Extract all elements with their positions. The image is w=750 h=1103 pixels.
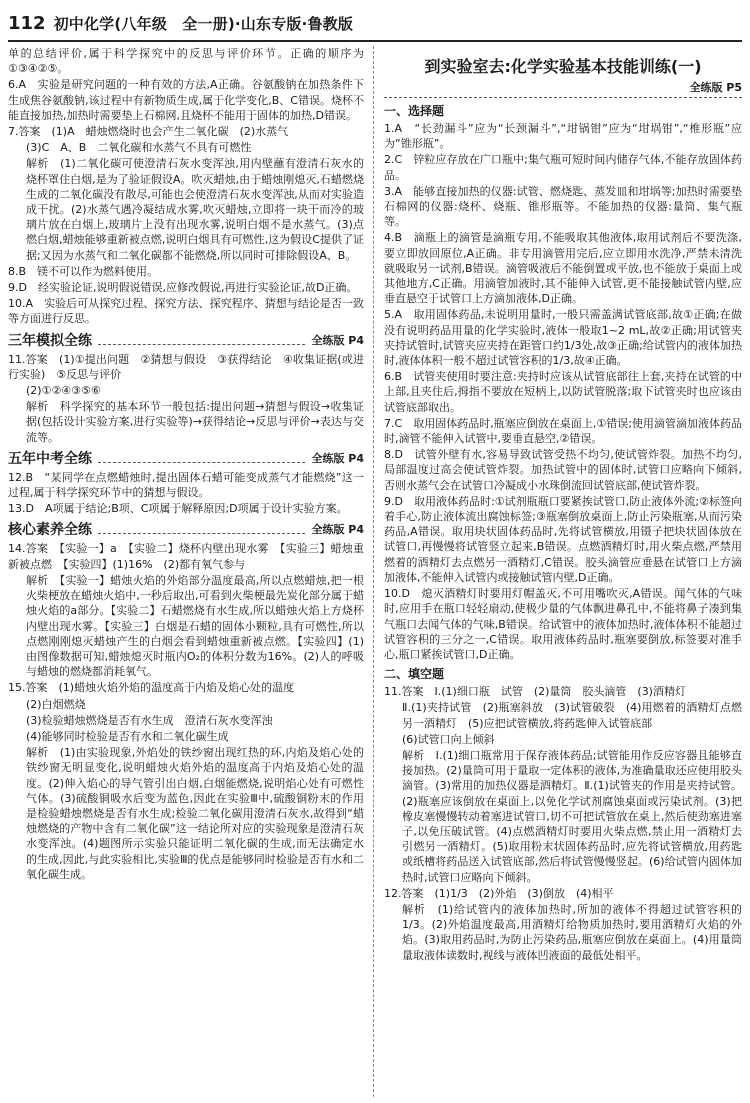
answer-r10: 10.D 熄灭酒精灯时要用灯帽盖灭,不可用嘴吹灭,A错误。闻气体的气味时,应用手在瓶口轻轻扇动,使极少量的气体飘进鼻孔中,不能将鼻子凑到集气瓶口去闻气体的气味,B错误。给试管中的液体加热时,液体体积不能超过试管容积的三分之一,C错误。取用液体药品时,瓶塞要倒放,标签要对准手心,瓶口紧挨试管口,D正确。 — [384, 587, 742, 661]
answer-r1: 1.A “长劲漏斗”应为“长颈漏斗”,“坩锅钳”应为“坩埚钳”,“椎形瓶”应为“锥形瓶”。 — [384, 122, 742, 151]
lab-section-ref: 全练版 P5 — [384, 79, 742, 98]
section-header — [8, 519, 364, 539]
answer-11: 11.答案 (1)①提出问题 ②猜想与假设 ③获得结论 ④收集证据(或进行实验) ⑤反思与评价 — [8, 352, 364, 381]
section-title: 五年中考全练 — [8, 450, 92, 467]
subsection-title: 二、填空题 — [384, 667, 445, 682]
answer-13: 13.D A项属于结论;B项、C项属于解释原因;D项属于设计实验方案。 — [8, 502, 348, 516]
answer-paragraph: 单的总结评价,属于科学探究中的反思与评价环节。正确的顺序为①③④②⑤。 — [8, 47, 364, 76]
answer-14-analysis: 解析 【实验一】蜡烛火焰的外焰部分温度最高,所以点燃蜡烛,把一根火柴梗放在蜡烛火焰中,一秒后取出,可看到火柴梗最先炭化部分属于蜡烛火焰的a部分。【实验二】石蜡燃烧有水生成,所以蜡烛火焰上方烧杯内壁出现水雾。【实验三】白烟是石蜡的固体小颗粒,具有可燃性,所以点燃刚刚熄灭蜡烛产生的白烟会看到蜡烛重新被点燃。【实验四】(1)由图像数据可知,蜡烛熄灭时瓶内O₂的体积分数为16%。(2)人的呼吸与蜡烛的燃烧都消耗氧气。 — [26, 573, 364, 679]
answer-r6: 6.B 试管夹使用时要注意:夹持时应该从试管底部往上套,夹持在试管的中上部,且夹住后,拇指不要放在短柄上,以防试管脱落;取下试管夹时也应该由试管底部取出。 — [384, 370, 742, 414]
answer-15-part: (3)检验蜡烛燃烧是否有水生成 澄清石灰水变浑浊 — [26, 713, 273, 727]
answer-10: 10.A 实验后可从探究过程、探究方法、探究程序、猜想与结论是否一致等方面进行反思。 — [8, 297, 364, 326]
answer-r4: 4.B 滴瓶上的滴管是滴瓶专用,不能吸取其他液体,取用试剂后不要洗涤,要立即放回原位,A正确。非专用滴管用完后,应立即用水洗净,严禁未清洗就吸取另一试剂,B错误。滴管吸液后不能倒置或平放,也不能放于桌面上或其他地方,C正确。用滴管加液时,其不能伸入试管,更不能接触试管内壁,应垂直悬空于试管口上方滴加液体,D正确。 — [384, 231, 742, 306]
answer-r5: 5.A 取用固体药品,未说明用量时,一般只需盖满试管底部,故①正确;在做没有说明药品用量的化学实验时,液体一般取1~2 mL,故②正确;用试管夹夹持试管时,试管夹应夹持在距管口约1/3处,故③正确;给试管内的液体加热时,液体体积一般不超过试管容积的1/3,故④正确。 — [384, 308, 742, 368]
section-title: 三年模拟全练 — [8, 332, 92, 349]
answer-r7: 7.C 取用固体药品时,瓶塞应倒放在桌面上,①错误;使用滴管滴加液体药品时,滴管不能伸入试管中,要垂直悬空,②错误。 — [384, 416, 742, 446]
subsection-title: 一、选择题 — [384, 104, 445, 118]
section-ref: 全练版 P4 — [311, 333, 364, 347]
answer-7-part: (3)C A、B 二氧化碳和水蒸气不具有可燃性 — [26, 141, 252, 155]
column-divider — [373, 46, 374, 1097]
answer-6: 6.A 实验是研究问题的一种有效的方法,A正确。谷氨酸钠在加热条件下生成焦谷氨酸钠,该过程中有新物质生成,属于化学变化,B、C错误。烧杯不能直接加热,加热时需要垫上石棉网,且烧杯不能用于固体的加热,D错误。 — [8, 78, 364, 122]
answer-15: 15.答案 (1)蜡烛火焰外焰的温度高于内焰及焰心处的温度 — [8, 681, 295, 695]
answer-7-analysis: 解析 (1)二氧化碳可使澄清石灰水变浑浊,用内壁蘸有澄清石灰水的烧杯罩住白烟,是为了验证假设A。吹灭蜡烛,由于蜡烛刚熄灭,石蜡燃烧生成的二氧化碳没有散尽,可能也会使澄清石灰水变浑浊,从而对实验造成干扰。(2)水蒸气遇冷凝结成水雾,吹灭蜡烛,立即将一块干而冷的玻璃片放在白烟上,玻璃片上没有出现水雾,说明白烟不是水蒸气。(3)点燃白烟,蜡烛能够重新被点燃,说明白烟具有可燃性,这为假设C提供了证据;又因为水蒸气和二氧化碳都不能燃烧,所以同时可排除假设A、B。 — [26, 157, 364, 262]
answer-15-part: (4)能够同时检验是否有水和二氧化碳生成 — [26, 729, 229, 743]
section-header — [8, 448, 364, 468]
answer-r12-analysis: 解析 (1)给试管内的液体加热时,所加的液体不得超过试管容积的1/3。(2)外焰温度最高,用酒精灯给物质加热时,要用酒精灯火焰的外焰。(3)取用药品时,为防止污染药品,瓶塞应倒放在桌面上。(4)用量筒量取液体读数时,视线与液体凹液面的最低处相平。 — [402, 902, 742, 962]
lab-section-title: 到实验室去:化学实验基本技能训练(一) — [424, 57, 702, 76]
answer-r9: 9.D 取用液体药品时:①试剂瓶瓶口要紧挨试管口,防止液体外流;②标签向着手心,防止液体流出腐蚀标签;③瓶塞倒放桌面上,防止污染瓶塞,从而污染药品,A错误。取用块状固体药品时,先将试管横放,用镊子把块状固体放在试管口,再慢慢将试管竖立起来,B错误。点燃酒精灯时,用火柴点燃,严禁用燃着的酒精灯去点燃另一酒精灯,C错误。胶头滴管应垂悬在试管口上方滴加液体,不能伸入试管内或接触试管内壁,D正确。 — [384, 494, 742, 584]
left-column — [8, 46, 364, 1097]
section-rule — [98, 453, 305, 463]
section-rule — [98, 524, 305, 534]
answer-11-part: (2)①②④③⑤⑥ — [26, 384, 101, 398]
answer-r11: 11.答案 Ⅰ.(1)细口瓶 试管 (2)量筒 胶头滴管 (3)酒精灯 — [384, 685, 686, 699]
section-ref: 全练版 P4 — [311, 523, 364, 537]
answer-r11-analysis: 解析 Ⅰ.(1)细口瓶常用于保存液体药品;试管能用作反应容器且能够直接加热。(2)量筒可用于量取一定体积的液体,为准确量取还应使用胶头滴管。(3)常用的加热仪器是酒精灯。Ⅱ.(1)试管夹的作用是夹持试管。(2)瓶塞应该倒放在桌面上,以免化学试剂腐蚀桌面或污染试剂。(3)把橡皮塞慢慢转动着塞进试管口,切不可把试管放在桌上,然后使劲塞进塞子,以免压破试管。(4)点燃酒精灯时要用火柴点燃,禁止用一酒精灯去引燃另一酒精灯。(5)取用粉末状固体药品时,应先将试管横放,用药匙或纸槽将药品送入试管底部,然后将试管慢慢竖起。(6)给试管内固体加热时,试管口应略向下倾斜。 — [402, 748, 742, 884]
section-title: 核心素养全练 — [8, 522, 92, 539]
answer-9: 9.D 经实验论证,说明假说错误,应修改假说,再进行实验论证,故D正确。 — [8, 281, 358, 295]
book-title: 初中化学(八年级 全一册)·山东专版·鲁教版 — [53, 14, 354, 33]
answer-11-analysis: 解析 科学探究的基本环节一般包括:提出问题→猜想与假设→收集证据(包括设计实验方案,进行实验等)→获得结论→反思与评价→表达与交流等。 — [26, 400, 364, 444]
answer-12: 12.B “某同学在点燃蜡烛时,提出固体石蜡可能变成蒸气才能燃烧”这一过程,属于科学探究环节中的猜想与假设。 — [8, 470, 364, 500]
page-number: 112 — [8, 12, 46, 34]
answer-8: 8.B 镁不可以作为燃料使用。 — [8, 264, 159, 278]
answer-r8: 8.D 试管外壁有水,容易导致试管受热不均匀,使试管炸裂。加热不均匀,局部温度过高会使试管炸裂。加热试管中的固体时,试管口应略向下倾斜,否则水蒸气会在试管口冷凝成小水珠倒流回试管底部,使试管炸裂。 — [384, 448, 742, 492]
section-ref: 全练版 P4 — [311, 451, 364, 465]
right-column — [384, 46, 742, 1097]
answer-7: 7.答案 (1)A 蜡烛燃烧时也会产生二氧化碳 (2)水蒸气 — [8, 125, 289, 139]
answer-r12: 12.答案 (1)1/3 (2)外焰 (3)倒放 (4)相平 — [384, 886, 614, 900]
answer-14: 14.答案 【实验一】a 【实验二】烧杯内壁出现水雾 【实验三】蜡烛重新被点燃 【实验四】(1)16% (2)都有氧气参与 — [8, 542, 364, 571]
answer-15-part: (2)白烟燃烧 — [26, 697, 86, 711]
answer-15-analysis: 解析 (1)由实验现象,外焰处的铁纱窗出现红热的环,内焰及焰心处的铁纱窗无明显变化,说明蜡烛火焰外焰的温度高于内焰及焰心处的温度。(2)伸入焰心的导气管引出白烟,白烟能燃烧,说明焰心处有可燃性气体。(3)硫酸铜吸水后变为蓝色,因此在实验Ⅲ中,硫酸铜粉末的作用是检验蜡烛燃烧是否有水生成;检验二氧化碳用澄清石灰水,故得到“蜡烛燃烧的产物中含有二氧化碳”这一结论所对应的实验现象是澄清石灰水变浑浊。(4)题图所示实验只能证明二氧化碳的生成,而无法确定水的生成,因此,与此实验相比,实验Ⅲ的优点是能够同时检验是否有水和二氧化碳生成。 — [26, 746, 364, 881]
answer-r11-part: (6)试管口向上倾斜 — [402, 732, 495, 746]
page-header — [8, 6, 742, 42]
answer-r11-part: Ⅱ.(1)夹持试管 (2)瓶塞斜放 (3)试管破裂 (4)用燃着的酒精灯点燃另一酒精灯 (5)应把试管横放,将药匙伸入试管底部 — [402, 701, 742, 730]
section-rule — [98, 335, 305, 345]
answer-r3: 3.A 能够直接加热的仪器:试管、燃烧匙、蒸发皿和坩埚等;加热时需要垫石棉网的仪器:烧杯、烧瓶、锥形瓶等。不能加热的仪器:量筒、集气瓶等。 — [384, 184, 742, 229]
section-header — [8, 330, 364, 350]
answer-r2: 2.C 锌粒应存放在广口瓶中;集气瓶可短时间内储存气体,不能存放固体药品。 — [384, 153, 742, 182]
